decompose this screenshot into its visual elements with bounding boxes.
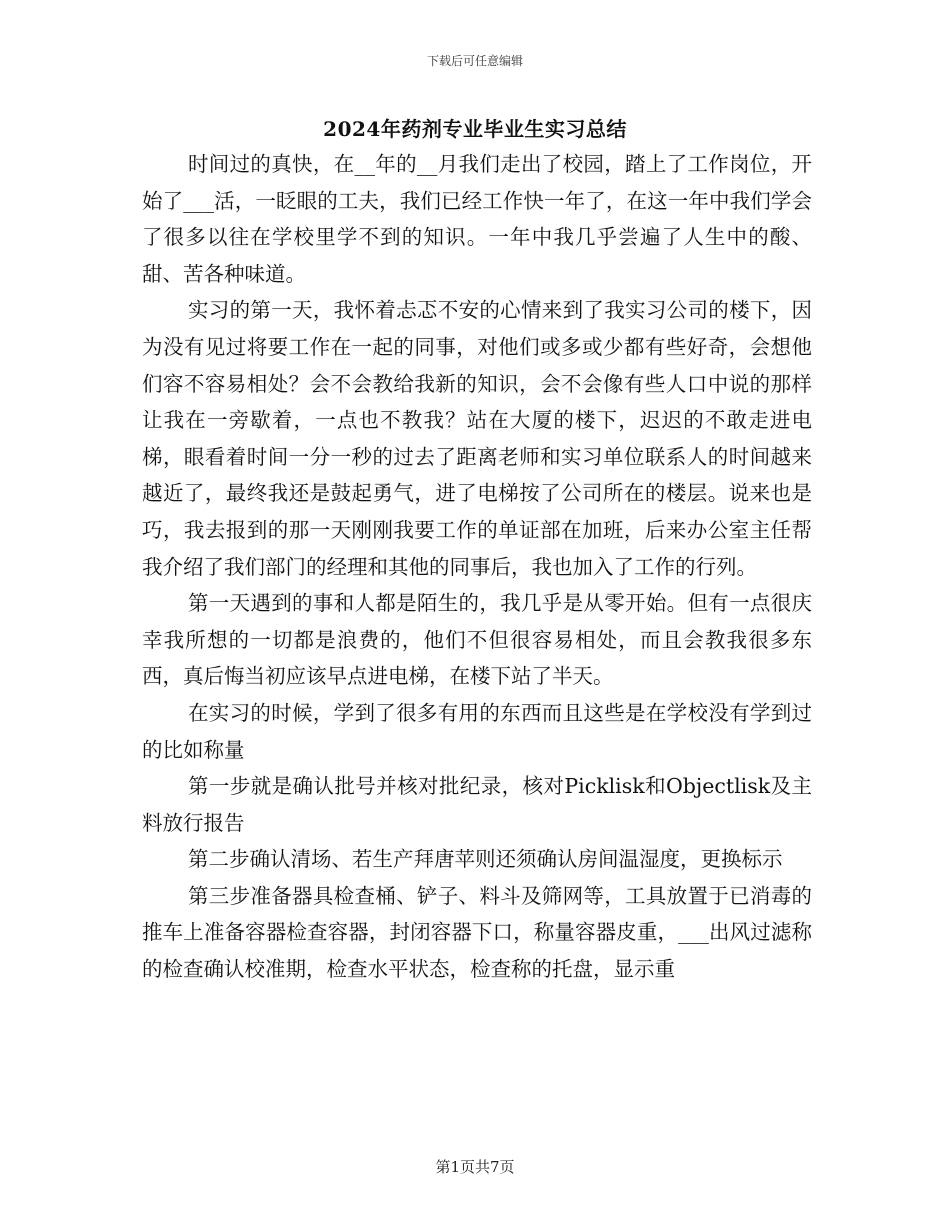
document-body	[142, 146, 812, 988]
paragraph: 时间过的真快，在__年的__月我们走出了校园，踏上了工作岗位，开始了___活，一眨眼的工夫，我们已经工作快一年了，在这一年中我们学会了很多以往在学校里学不到的知识。一年中我几乎尝遍了人生中的酸、甜、苦各种味道。	[142, 152, 812, 286]
paragraph: 第二步确认清场、若生产拜唐苹则还须确认房间温湿度，更换标示	[188, 847, 783, 872]
paragraph: 第三步准备器具检查桶、铲子、料斗及筛网等，工具放置于已消毒的推车上准备容器检查容器，封闭容器下口，称量容器皮重，___出风过滤称的检查确认校准期，检查水平状态，检查称的托盘，显示重	[142, 883, 812, 982]
paragraph: 第一天遇到的事和人都是陌生的，我几乎是从零开始。但有一点很庆幸我所想的一切都是浪费的，他们不但很容易相处，而且会教我很多东西，真后悔当初应该早点进电梯，在楼下站了半天。	[142, 591, 812, 689]
page-header-note: 下载后可任意编辑	[426, 54, 523, 68]
document-title: 2024年药剂专业毕业生实习总结	[323, 117, 627, 141]
paragraph: 在实习的时候，学到了很多有用的东西而且这些是在学校没有学到过的比如称量	[142, 700, 812, 762]
paragraph: 实习的第一天，我怀着忐忑不安的心情来到了我实习公司的楼下，因为没有见过将要工作在一起的同事，对他们或多或少都有些好奇，会想他们容不容易相处？会不会教给我新的知识，会不会像有些人口中说的那样让我在一旁歇着，一点也不教我？站在大厦的楼下，迟迟的不敢走进电梯，眼看着时间一分一秒的过去了距离老师和实习单位联系人的时间越来越近了，最终我还是鼓起勇气，进了电梯按了公司所在的楼层。说来也是巧，我去报到的那一天刚刚我要工作的单证部在加班，后来办公室主任帮我介绍了我们部门的经理和其他的同事后，我也加入了工作的行列。	[142, 298, 812, 579]
page-number: 第1页共7页	[435, 1158, 515, 1176]
paragraph: 第一步就是确认批号并核对批纪录，核对Picklisk和Objectlisk及主料放行报告	[142, 774, 812, 835]
